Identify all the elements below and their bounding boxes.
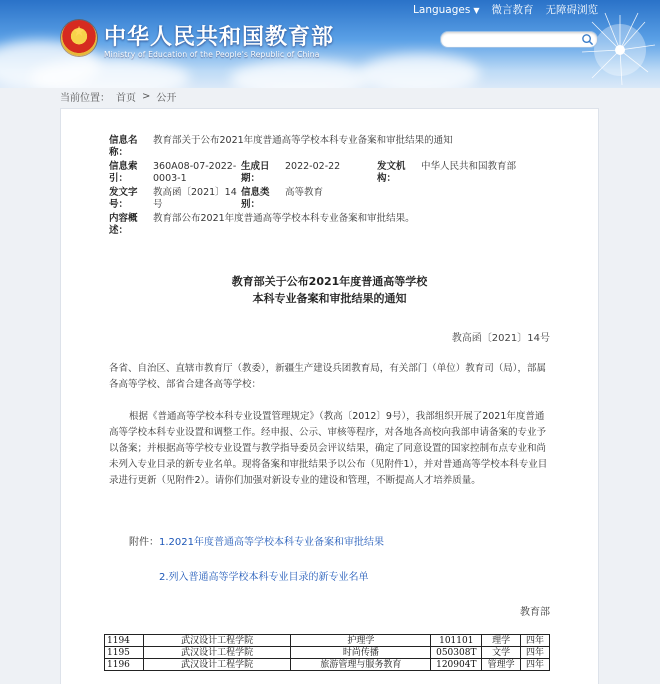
attachment-1-link[interactable]: 1.2021年度普通高等学校本科专业备案和审批结果 <box>159 537 384 548</box>
body-paragraph: 根据《普通高等学校本科专业设置管理规定》（教高〔2012〕9号），我部组织开展了2021年度普通高等学校本科专业设置和调整工作。经申报、公示、审核等程序，对各地各高校向我部申请备案的专业予以备案；并根据高等学校专业设置与教学指导委员会评议结果，确定了同意设置的国家控制布点专业和尚未列入专业目录的新专业名单。现将备案和审批结果予以公布（见附件1），并对普通高等学校本科专业目录进行更新（见附件2）。请你们加强对新设专业的建设和管理，不断提高人才培养质量。 <box>109 411 548 486</box>
summary-value: 教育部公布2021年度普通高等学校本科专业备案和审批结果。 <box>153 213 415 224</box>
info-metadata <box>109 135 559 239</box>
cell-duration: 四年 <box>521 635 550 647</box>
breadcrumb-separator: > <box>142 91 151 102</box>
title-line-2: 本科专业备案和审批结果的通知 <box>252 292 407 305</box>
info-name-label: 信息名称： <box>109 135 138 158</box>
cell-discipline: 文学 <box>482 647 521 659</box>
attachment-2 <box>159 568 369 583</box>
breadcrumb-home-link[interactable]: 首页 <box>116 93 136 104</box>
caret-down-icon: ▼ <box>473 5 480 15</box>
index-label: 信息索引： <box>109 161 138 184</box>
cell-major-name: 旅游管理与服务教育 <box>291 659 431 671</box>
breadcrumb-current[interactable]: 公开 <box>156 93 177 104</box>
doc-number-value: 教高函〔2021〕14号 <box>153 187 237 210</box>
site-subtitle: Ministry of Education of the People's Republic of China <box>104 50 320 59</box>
cell-school-name: 武汉设计工程学院 <box>143 659 291 671</box>
article-container <box>60 108 599 684</box>
cell-discipline: 管理学 <box>482 659 521 671</box>
issuer-label: 发文机构： <box>377 161 406 184</box>
cell-major-name: 时尚传播 <box>291 647 431 659</box>
table-row <box>105 659 550 671</box>
index-value: 360A08-07-2022-0003-1 <box>153 161 237 184</box>
weibo-link[interactable]: 微言教育 <box>491 4 534 16</box>
site-header <box>0 0 660 88</box>
issuer-value: 中华人民共和国教育部 <box>421 161 517 172</box>
signature: 教育部 <box>520 607 550 618</box>
cell-school-name: 武汉设计工程学院 <box>143 647 291 659</box>
dandelion-decoration-icon <box>560 10 660 88</box>
breadcrumb <box>60 89 176 104</box>
cell-row-number: 1194 <box>105 635 144 647</box>
cell-school-name: 武汉设计工程学院 <box>143 635 291 647</box>
attachment-1 <box>129 533 384 548</box>
date-value: 2022-02-22 <box>285 161 341 172</box>
doc-number-label: 发文字号： <box>109 187 138 210</box>
languages-link[interactable]: Languages ▼ <box>413 3 480 16</box>
cell-duration: 四年 <box>521 659 550 671</box>
search-icon[interactable] <box>581 33 594 46</box>
summary-label: 内容概述： <box>109 213 138 236</box>
document-title <box>61 273 598 307</box>
attachment-label: 附件： <box>129 537 159 548</box>
cell-major-code: 050308T <box>431 647 482 659</box>
title-line-1: 教育部关于公布2021年度普通高等学校 <box>231 275 428 288</box>
document-number: 教高函〔2021〕14号 <box>451 333 550 344</box>
search-input[interactable] <box>440 31 598 48</box>
addressee-paragraph: 各省、自治区、直辖市教育厅（教委），新疆生产建设兵团教育局，有关部门（单位）教育司（局），部属各高等学校、部省合建各高等学校： <box>109 363 547 390</box>
cell-discipline: 理学 <box>482 635 521 647</box>
site-title: 中华人民共和国教育部 <box>104 25 335 50</box>
date-label: 生成日期： <box>241 161 270 184</box>
table-row <box>105 647 550 659</box>
cell-major-code: 120904T <box>431 659 482 671</box>
cell-duration: 四年 <box>521 647 550 659</box>
major-list-table <box>104 634 550 671</box>
top-links <box>413 2 598 17</box>
info-name-value: 教育部关于公布2021年度普通高等学校本科专业备案和审批结果的通知 <box>153 135 453 146</box>
national-emblem-icon <box>61 20 97 56</box>
breadcrumb-label: 当前位置： <box>60 93 110 104</box>
cell-row-number: 1196 <box>105 659 144 671</box>
cell-row-number: 1195 <box>105 647 144 659</box>
cell-major-name: 护理学 <box>291 635 431 647</box>
cell-major-code: 101101 <box>431 635 482 647</box>
attachment-2-link[interactable]: 2.列入普通高等学校本科专业目录的新专业名单 <box>159 572 369 583</box>
table-row <box>105 635 550 647</box>
accessibility-link[interactable]: 无障碍浏览 <box>545 4 598 16</box>
category-value: 高等教育 <box>285 187 324 198</box>
category-label: 信息类别： <box>241 187 270 210</box>
